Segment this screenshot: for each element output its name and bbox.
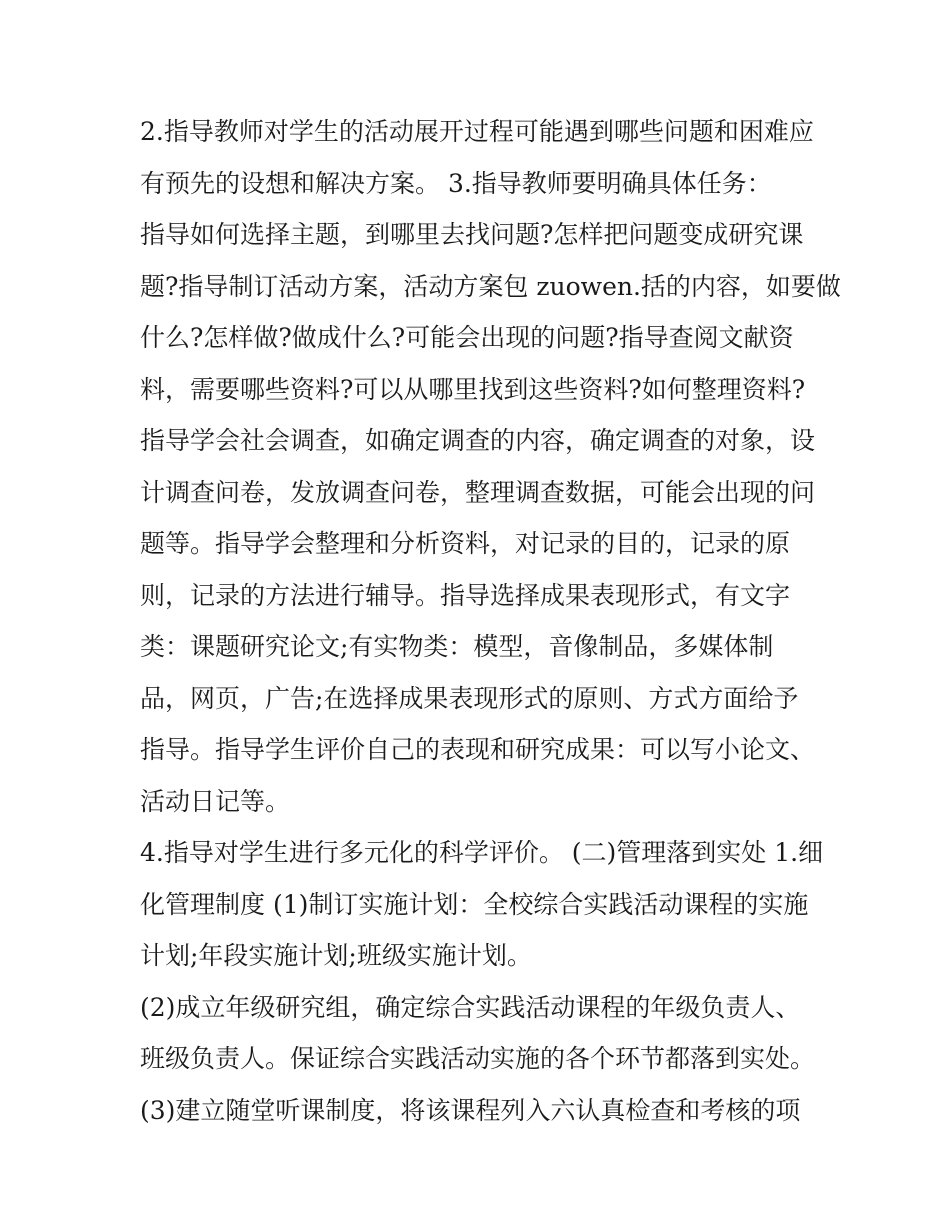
text-line: 活动日记等。 (140, 786, 291, 816)
text-line: 指导如何选择主题，到哪里去找问题?怎样把问题变成研究课 (140, 220, 804, 249)
text-line: 指导。指导学生评价自己的表现和研究成果：可以写小论文、 (140, 735, 816, 764)
text-line: 则，记录的方法进行辅导。指导选择成果表现形式，有文字 (140, 580, 791, 610)
text-line: 班级负责人。保证综合实践活动实施的各个环节都落到实处。 (140, 1044, 816, 1073)
text-line: 题?指导制订活动方案，活动方案包 zuowen.括的内容，如要做 (140, 271, 841, 301)
document-body (140, 106, 841, 1136)
text-line: 化管理制度 (1)制订实施计划：全校综合实践活动课程的实施 (140, 889, 809, 919)
text-line: (3)建立随堂听课制度，将该课程列入六认真检查和考核的项 (140, 1095, 801, 1125)
text-line: (2)成立年级研究组，确定综合实践活动课程的年级负责人、 (140, 992, 801, 1022)
text-line: 4.指导对学生进行多元化的科学评价。 (二)管理落到实处 1.细 (140, 838, 824, 867)
text-line: 有预先的设想和解决方案。 3.指导教师要明确具体任务： (140, 168, 772, 198)
text-line: 品，网页，广告;在选择成果表现形式的原则、方式方面给予 (140, 683, 799, 713)
text-line: 料，需要哪些资料?可以从哪里找到这些资料?如何整理资料? (140, 374, 806, 404)
text-line: 2.指导教师对学生的活动展开过程可能遇到哪些问题和困难应 (140, 117, 814, 146)
text-line: 计划;年段实施计划;班级实施计划。 (140, 941, 532, 970)
text-line: 什么?怎样做?做成什么?可能会出现的问题?指导查阅文献资 (140, 323, 794, 352)
text-line: 类：课题研究论文;有实物类：模型，音像制品，多媒体制 (140, 632, 774, 661)
text-line: 题等。指导学会整理和分析资料，对记录的目的，记录的原 (140, 529, 791, 558)
text-line: 计调查问卷，发放调查问卷，整理调查数据，可能会出现的问 (140, 477, 816, 507)
text-line: 指导学会社会调查，如确定调查的内容，确定调查的对象，设 (140, 426, 816, 455)
